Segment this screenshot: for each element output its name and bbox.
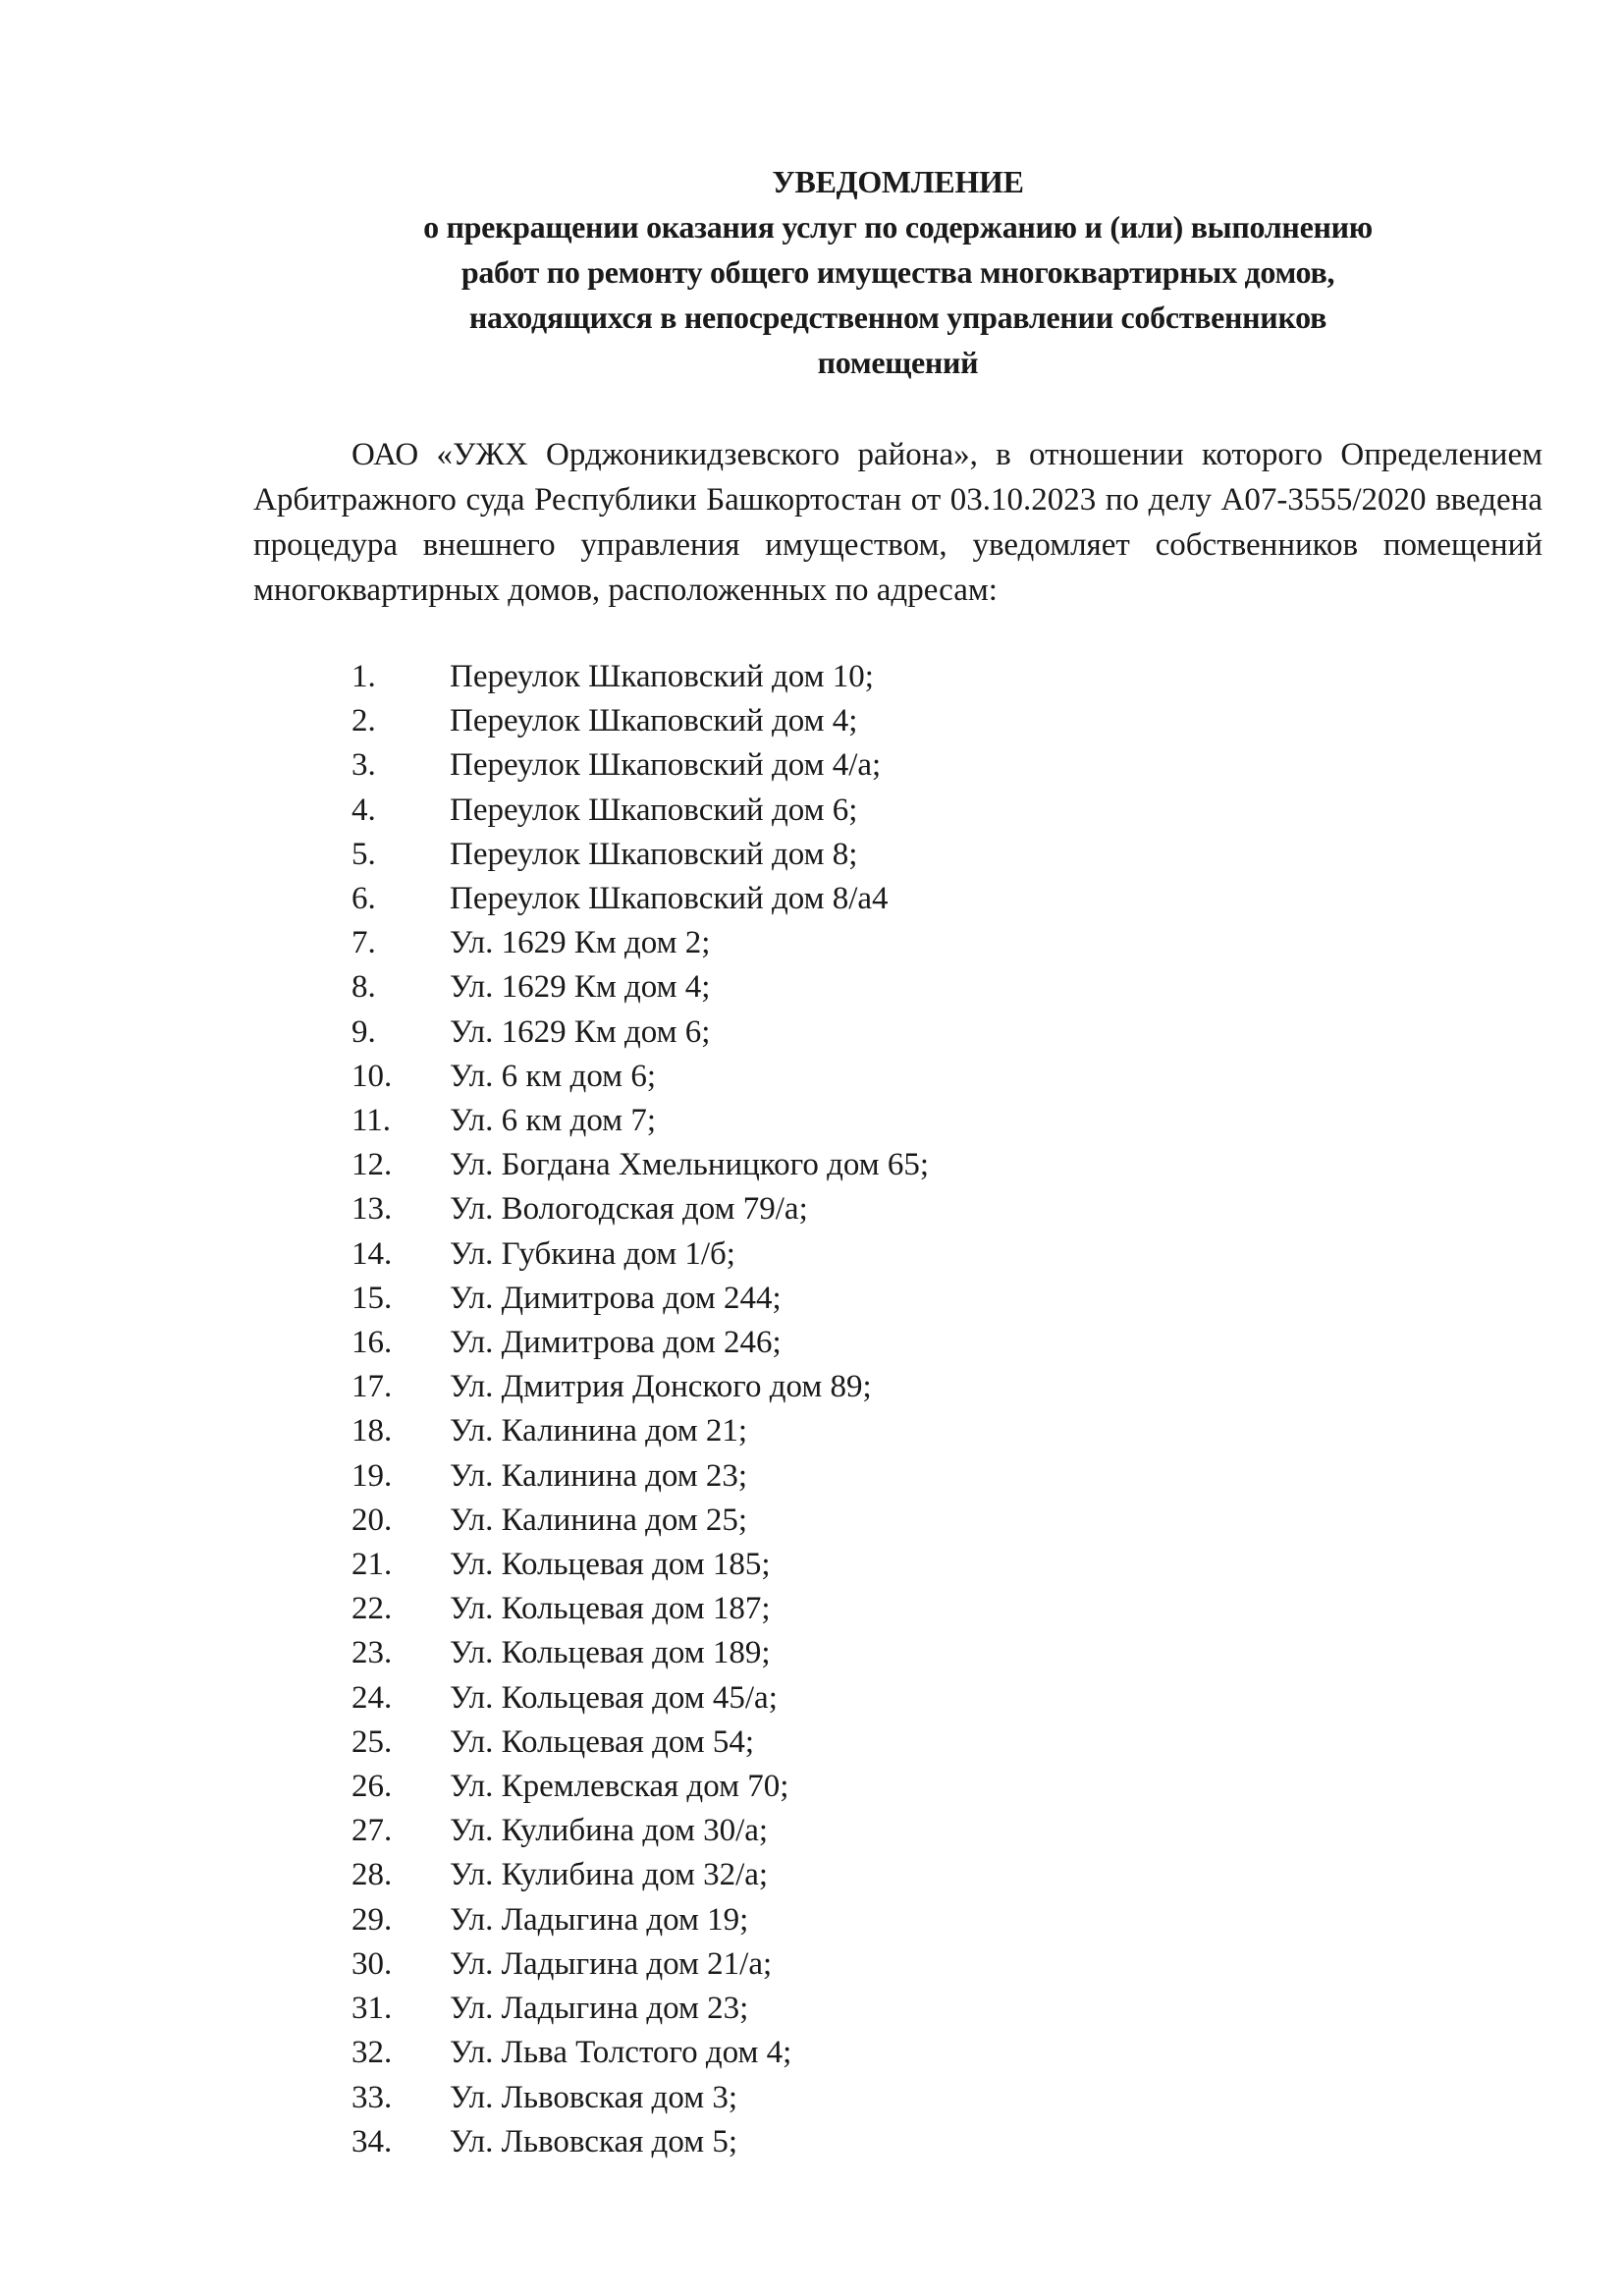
address-number: 19. xyxy=(352,1457,393,1494)
intro-paragraph: ОАО «УЖХ Орджоникидзевского района», в отношении которого Определением Арбитражного суда Республики Башкортостан от 03.10.2023 по делу А07-3555/2020 введена процедура внешнего управления имуществом, уведомляет собственников помещений многоквартирных домов, расположенных по адресам: xyxy=(253,437,1542,608)
address-text: Ул. Кремлевская дом 70; xyxy=(450,1769,789,1805)
address-number: 2. xyxy=(352,703,376,739)
address-item xyxy=(352,1765,929,1809)
address-text: Ул. Кольцевая дом 54; xyxy=(450,1723,755,1760)
address-number: 18. xyxy=(352,1413,393,1449)
address-text: Ул. 1629 Км дом 6; xyxy=(450,1013,711,1050)
address-number: 16. xyxy=(352,1325,393,1361)
address-text: Переулок Шкаповский дом 4/а; xyxy=(450,747,882,784)
address-item xyxy=(352,1853,929,1897)
address-number: 24. xyxy=(352,1679,393,1716)
address-text: Ул. Кулибина дом 32/а; xyxy=(450,1857,769,1893)
address-item xyxy=(352,1187,929,1231)
subtitle-line: работ по ремонту общего имущества многоквартирных домов, xyxy=(460,254,1335,290)
address-number: 22. xyxy=(352,1591,393,1627)
subtitle-line: о прекращении оказания услуг по содержанию и (или) выполнению xyxy=(423,209,1373,245)
address-number: 6. xyxy=(352,881,376,917)
address-item xyxy=(352,833,929,877)
address-number: 20. xyxy=(352,1502,393,1538)
address-item xyxy=(352,1809,929,1853)
address-number: 33. xyxy=(352,2079,393,2115)
address-item xyxy=(352,1409,929,1453)
address-text: Ул. Львовская дом 5; xyxy=(450,2123,738,2159)
address-item xyxy=(352,2120,929,2164)
address-number: 14. xyxy=(352,1235,393,1272)
address-number: 23. xyxy=(352,1635,393,1671)
address-item xyxy=(352,1499,929,1543)
address-number: 32. xyxy=(352,2035,393,2071)
address-text: Переулок Шкаповский дом 8; xyxy=(450,836,858,872)
address-number: 25. xyxy=(352,1723,393,1760)
address-text: Ул. Кулибина дом 30/а; xyxy=(450,1813,769,1849)
address-number: 12. xyxy=(352,1147,393,1183)
address-text: Ул. Кольцевая дом 189; xyxy=(450,1635,771,1671)
address-text: Ул. Ладыгина дом 21/а; xyxy=(450,1945,773,1982)
address-text: Ул. Богдана Хмельницкого дом 65; xyxy=(450,1147,930,1183)
address-number: 31. xyxy=(352,1991,393,2027)
address-number: 30. xyxy=(352,1945,393,1982)
address-number: 10. xyxy=(352,1058,393,1094)
address-text: Ул. Димитрова дом 246; xyxy=(450,1325,782,1361)
address-item xyxy=(352,1543,929,1587)
address-text: Ул. Дмитрия Донского дом 89; xyxy=(450,1369,872,1405)
address-item xyxy=(352,1099,929,1143)
address-item xyxy=(352,655,929,699)
address-text: Ул. Калинина дом 25; xyxy=(450,1502,748,1538)
address-text: Ул. Льва Толстого дом 4; xyxy=(450,2035,792,2071)
address-number: 1. xyxy=(352,659,376,694)
address-item xyxy=(352,1365,929,1409)
address-item xyxy=(352,1454,929,1499)
address-number: 5. xyxy=(352,836,376,872)
address-number: 21. xyxy=(352,1547,393,1583)
address-number: 13. xyxy=(352,1191,393,1228)
address-item xyxy=(352,965,929,1010)
address-number: 29. xyxy=(352,1901,393,1938)
address-item xyxy=(352,2031,929,2075)
address-item xyxy=(352,2076,929,2120)
address-text: Ул. Калинина дом 21; xyxy=(450,1413,748,1449)
address-item xyxy=(352,1587,929,1631)
address-number: 7. xyxy=(352,925,376,961)
address-text: Ул. Кольцевая дом 45/а; xyxy=(450,1679,778,1716)
subtitle-line: находящихся в непосредственном управлении собственников xyxy=(468,300,1327,335)
address-item xyxy=(352,1898,929,1942)
address-item xyxy=(352,921,929,965)
address-text: Ул. Ладыгина дом 23; xyxy=(450,1991,749,2027)
address-number: 15. xyxy=(352,1280,393,1316)
address-text: Ул. Димитрова дом 244; xyxy=(450,1280,782,1316)
address-text: Ул. Вологодская дом 79/а; xyxy=(450,1191,808,1228)
address-item xyxy=(352,1011,929,1055)
address-text: Переулок Шкаповский дом 10; xyxy=(450,659,874,694)
address-item xyxy=(352,1721,929,1765)
address-list xyxy=(352,655,929,2164)
address-item xyxy=(352,1676,929,1721)
address-number: 26. xyxy=(352,1769,393,1805)
address-text: Ул. Ладыгина дом 19; xyxy=(450,1901,749,1938)
address-item xyxy=(352,699,929,743)
address-number: 11. xyxy=(352,1103,392,1139)
subtitle-line: помещений xyxy=(817,345,979,380)
address-item xyxy=(352,743,929,788)
address-text: Ул. 1629 Км дом 2; xyxy=(450,925,711,961)
address-item xyxy=(352,1232,929,1277)
address-item xyxy=(352,789,929,833)
address-text: Ул. 6 км дом 6; xyxy=(450,1058,656,1094)
address-text: Ул. Кольцевая дом 187; xyxy=(450,1591,771,1627)
document-heading xyxy=(253,159,1542,385)
address-number: 3. xyxy=(352,747,376,784)
address-number: 17. xyxy=(352,1369,393,1405)
address-item xyxy=(352,1987,929,2031)
address-item xyxy=(352,1055,929,1099)
address-item xyxy=(352,1143,929,1187)
address-text: Переулок Шкаповский дом 8/а4 xyxy=(450,881,889,917)
document-title: УВЕДОМЛЕНИЕ xyxy=(772,164,1024,199)
address-item xyxy=(352,1631,929,1675)
address-number: 27. xyxy=(352,1813,393,1849)
address-text: Переулок Шкаповский дом 4; xyxy=(450,703,858,739)
address-number: 4. xyxy=(352,792,376,828)
address-item xyxy=(352,877,929,921)
address-text: Ул. Калинина дом 23; xyxy=(450,1457,748,1494)
address-text: Ул. 1629 Км дом 4; xyxy=(450,969,711,1006)
address-text: Ул. Кольцевая дом 185; xyxy=(450,1547,771,1583)
address-text: Ул. Губкина дом 1/б; xyxy=(450,1235,735,1272)
address-item xyxy=(352,1277,929,1321)
address-number: 9. xyxy=(352,1013,376,1050)
address-number: 34. xyxy=(352,2123,393,2159)
address-number: 8. xyxy=(352,969,376,1006)
address-text: Ул. 6 км дом 7; xyxy=(450,1103,656,1139)
address-item xyxy=(352,1321,929,1365)
address-text: Ул. Львовская дом 3; xyxy=(450,2079,738,2115)
address-item xyxy=(352,1942,929,1987)
address-text: Переулок Шкаповский дом 6; xyxy=(450,792,858,828)
address-number: 28. xyxy=(352,1857,393,1893)
